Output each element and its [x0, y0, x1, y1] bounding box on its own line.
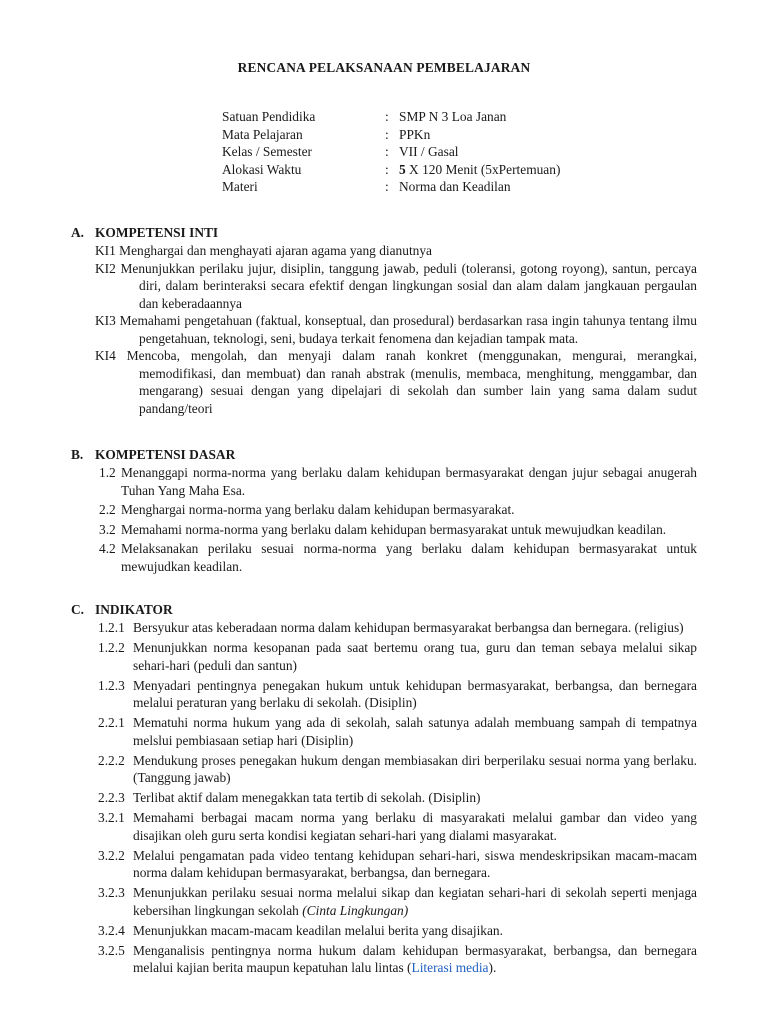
item-number: 3.2.4 — [98, 922, 125, 938]
list-item — [98, 639, 697, 674]
list-item: KI3 Memahami pengetahuan (faktual, konseptual, dan prosedural) berdasarkan rasa ingin tahunya tentang ilmu pengetahuan, teknologi, seni, budaya terkait fenomena dan kejadian tampak mata. — [95, 313, 697, 346]
item-text: Mematuhi norma hukum yang ada di sekolah, salah satunya adalah membuang sampah di tempatnya melslui pembiasaan setiap hari (Disiplin) — [133, 715, 697, 748]
item-number: 3.2.2 — [98, 847, 125, 863]
list-item — [99, 501, 697, 519]
list-item — [98, 942, 697, 977]
section-letter: A. — [71, 225, 85, 240]
section-kompetensi-inti — [71, 224, 721, 417]
identity-separator: : — [385, 179, 389, 194]
item-value-tag: (Cinta Lingkungan) — [302, 902, 409, 918]
list-item — [98, 789, 697, 807]
identity-row — [222, 161, 702, 179]
item-text: Menunjukkan norma kesopanan pada saat bertemu orang tua, guru dan teman sebaya melalui sikap sehari-hari (peduli dan santun) — [133, 640, 697, 673]
item-text: Memahami berbagai macam norma yang berlaku di masyarakati melalui gambar dan video yang disajikan oleh guru serta kondisi kegiatan sehari-hari yang dialami masyarakat. — [133, 810, 697, 843]
item-number: 2.2.2 — [98, 752, 125, 768]
identity-label: Materi — [222, 179, 258, 194]
kd-list — [99, 464, 697, 575]
time-allocation-text: X 120 Menit (5xPertemuan) — [405, 161, 561, 177]
item-number: 1.2.2 — [98, 640, 125, 655]
item-text: Menunjukkan perilaku sesuai norma melalui sikap dan kegiatan sehari-hari di sekolah seperti menjaga kebersihan lingkungan sekolah — [133, 885, 697, 918]
item-number: 3.2.5 — [98, 942, 125, 958]
identity-separator: : — [385, 161, 389, 177]
literasi-media-link[interactable]: Literasi media — [411, 960, 489, 975]
item-text: Menganalisis pentingnya norma hukum dalam kehidupan bermasyarakat, berbangsa, dan bernegara melalui kajian berita maupun kepatuhan lalu lintas ( — [133, 942, 697, 975]
list-item — [99, 521, 697, 539]
section-heading — [71, 601, 721, 619]
item-text: Menyadari pentingnya penegakan hukum untuk kehidupan bermasyarakat, berbangsa, dan bernegara melalui peraturan yang berlaku di sekolah. (Disiplin) — [133, 677, 697, 710]
section-indikator — [71, 601, 721, 979]
time-allocation-count: 5 — [399, 161, 406, 177]
list-item: KI2 Menunjukkan perilaku jujur, disiplin, tanggung jawab, peduli (toleransi, gotong royong), santun, percaya diri, dalam berinteraksi secara efektif dengan lingkungan sosial dan alam dalam jangkauan pergaulan dan keberadaannya — [95, 260, 697, 311]
section-heading — [71, 224, 721, 242]
identity-label: Alokasi Waktu — [222, 161, 302, 177]
section-heading — [71, 446, 721, 464]
item-text: Menunjukkan macam-macam keadilan melalui berita yang disajikan. — [133, 922, 503, 938]
identity-value: VII / Gasal — [399, 144, 459, 159]
item-number: 2.2.1 — [98, 715, 125, 730]
identity-row — [222, 108, 702, 126]
list-item — [98, 714, 697, 749]
section-letter: B. — [71, 447, 84, 462]
section-title: INDIKATOR — [95, 602, 173, 617]
document-title: RENCANA PELAKSANAAN PEMBELAJARAN — [237, 60, 531, 75]
item-text: Bersyukur atas keberadaan norma dalam kehidupan bermasyarakat berbangsa dan bernegara. (religius) — [133, 620, 684, 635]
list-item — [99, 464, 697, 499]
list-item — [98, 677, 697, 712]
identity-table — [222, 108, 702, 196]
item-number: 3.2.1 — [98, 810, 125, 825]
item-text: Melaksanakan perilaku sesuai norma-norma yang berlaku dalam kehidupan bermasyarakat untuk mewujudkan keadilan. — [121, 541, 697, 574]
list-item: KI4 Mencoba, mengolah, dan menyaji dalam ranah konkret (menggunakan, mengurai, merangkai, memodifikasi, dan membuat) dan ranah abstrak (menulis, membaca, menghitung, menggambar, dan mengarang) sesuai dengan yang dipelajari di sekolah dan sumber lain yang sama dalam sudut pandang/teori — [95, 348, 697, 416]
list-item — [98, 847, 697, 882]
item-number: 3.2.3 — [98, 885, 125, 900]
list-item — [98, 619, 697, 637]
ki-list — [95, 242, 697, 417]
identity-label: Kelas / Semester — [222, 144, 312, 159]
list-item — [98, 809, 697, 844]
identity-value: Norma dan Keadilan — [399, 179, 511, 194]
identity-row — [222, 178, 702, 196]
identity-separator: : — [385, 126, 389, 142]
item-text: Menghargai norma-norma yang berlaku dalam kehidupan bermasyarakat. — [121, 502, 515, 517]
item-number: 1.2.3 — [98, 677, 125, 693]
identity-row — [222, 126, 702, 144]
item-number: 2.2 — [99, 502, 116, 517]
section-kompetensi-dasar — [71, 446, 721, 577]
item-text: Memahami norma-norma yang berlaku dalam kehidupan bermasyarakat untuk mewujudkan keadilan. — [121, 521, 667, 537]
identity-label: Satuan Pendidika — [222, 109, 316, 124]
item-number: 2.2.3 — [98, 790, 125, 805]
list-item — [98, 884, 697, 919]
list-item — [99, 540, 697, 575]
identity-label: Mata Pelajaran — [222, 126, 303, 142]
section-title: KOMPETENSI INTI — [95, 225, 219, 240]
item-text-tail: ). — [488, 960, 497, 975]
item-number: 1.2.1 — [98, 620, 125, 635]
list-item: KI1 Menghargai dan menghayati ajaran agama yang dianutnya — [95, 243, 432, 258]
item-text: Terlibat aktif dalam menegakkan tata tertib di sekolah. (Disiplin) — [133, 790, 481, 805]
list-item — [98, 922, 697, 940]
section-title: KOMPETENSI DASAR — [95, 447, 236, 462]
identity-value — [399, 161, 702, 179]
item-text: Mendukung proses penegakan hukum dengan membiasakan diri berperilaku sesuai norma yang berlaku. (Tanggung jawab) — [133, 752, 697, 785]
identity-value: PPKn — [399, 126, 431, 142]
item-number: 1.2 — [99, 465, 116, 480]
identity-separator: : — [385, 109, 389, 124]
item-text: Melalui pengamatan pada video tentang kehidupan sehari-hari, siswa mendeskripsikan macam-macam norma dalam kehidupan bermasyarakat, berbangsa, dan bernegara. — [133, 847, 697, 880]
identity-separator: : — [385, 144, 389, 159]
list-item — [98, 752, 697, 787]
item-number: 3.2 — [99, 521, 116, 537]
item-number: 4.2 — [99, 541, 116, 556]
section-letter: C. — [71, 602, 85, 617]
identity-value: SMP N 3 Loa Janan — [399, 109, 507, 124]
identity-row — [222, 143, 702, 161]
indikator-list — [98, 619, 697, 977]
item-text: Menanggapi norma-norma yang berlaku dalam kehidupan bermasyarakat dengan jujur sebagai anugerah Tuhan Yang Maha Esa. — [121, 465, 697, 498]
